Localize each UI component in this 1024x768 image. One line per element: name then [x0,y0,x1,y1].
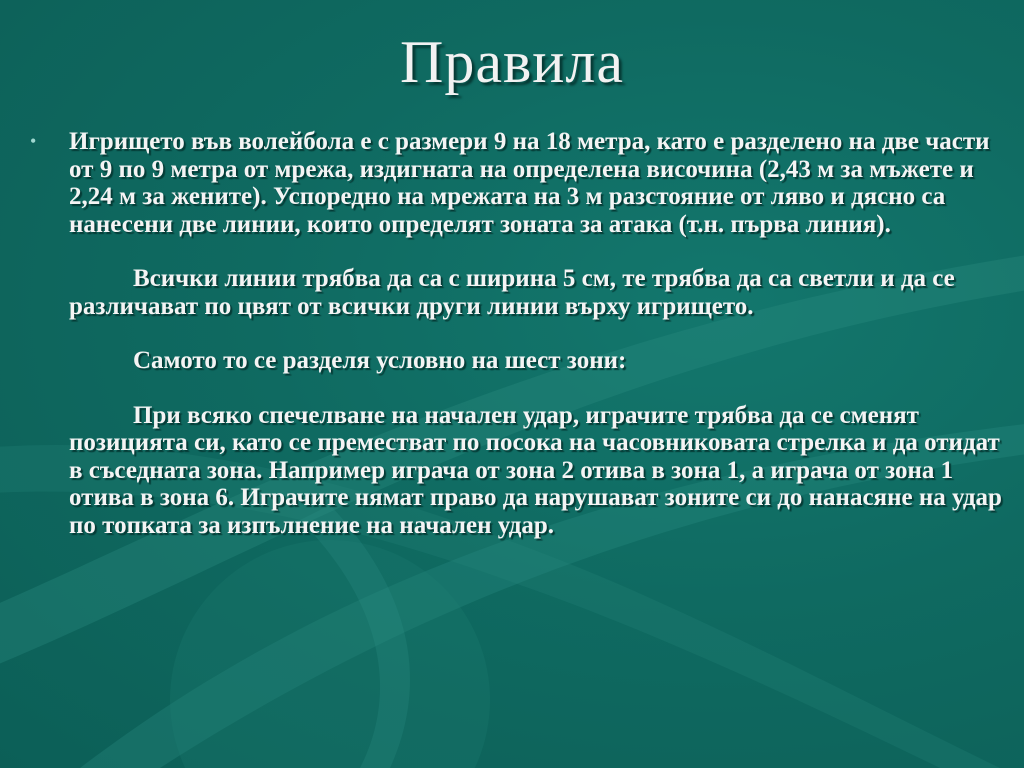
slide-body [69,128,1004,566]
bullet-icon: • [30,131,37,151]
paragraph-rotation-rule: При всяко спечелване на начален удар, играчите трябва да се сменят позицията си, като се преместват по посока на часовниковата стрелка и да отидат в съседната зона. Например играча от зона 2 отива в зона 1, а играча от зона 1 отива в зона 6. Играчите нямат право да нарушават зоните си до нанасяне на удар по топката за изпълнение на начален удар. [69,401,1002,539]
slide-title: Правила [400,29,624,95]
paragraph-line-width: Всички линии трябва да са с ширина 5 см, те трябва да са светли и да се различават по цвят от всички други линии върху игрището. [69,265,955,320]
paragraph-court-dimensions: Игрището във волейбола е с размери 9 на 18 метра, като е разделено на две части от 9 по 9 метра от мрежа, издигната на определена височина (2,43 м за мъжете и 2,24 м за жените). Успоредно на мрежата на 3 м разстояние от ляво и дясно са нанесени две линии, които определят зоната за атака (т.н. първа линия). [69,128,990,238]
paragraph-six-zones: Самото то се разделя условно на шест зони: [133,347,627,374]
